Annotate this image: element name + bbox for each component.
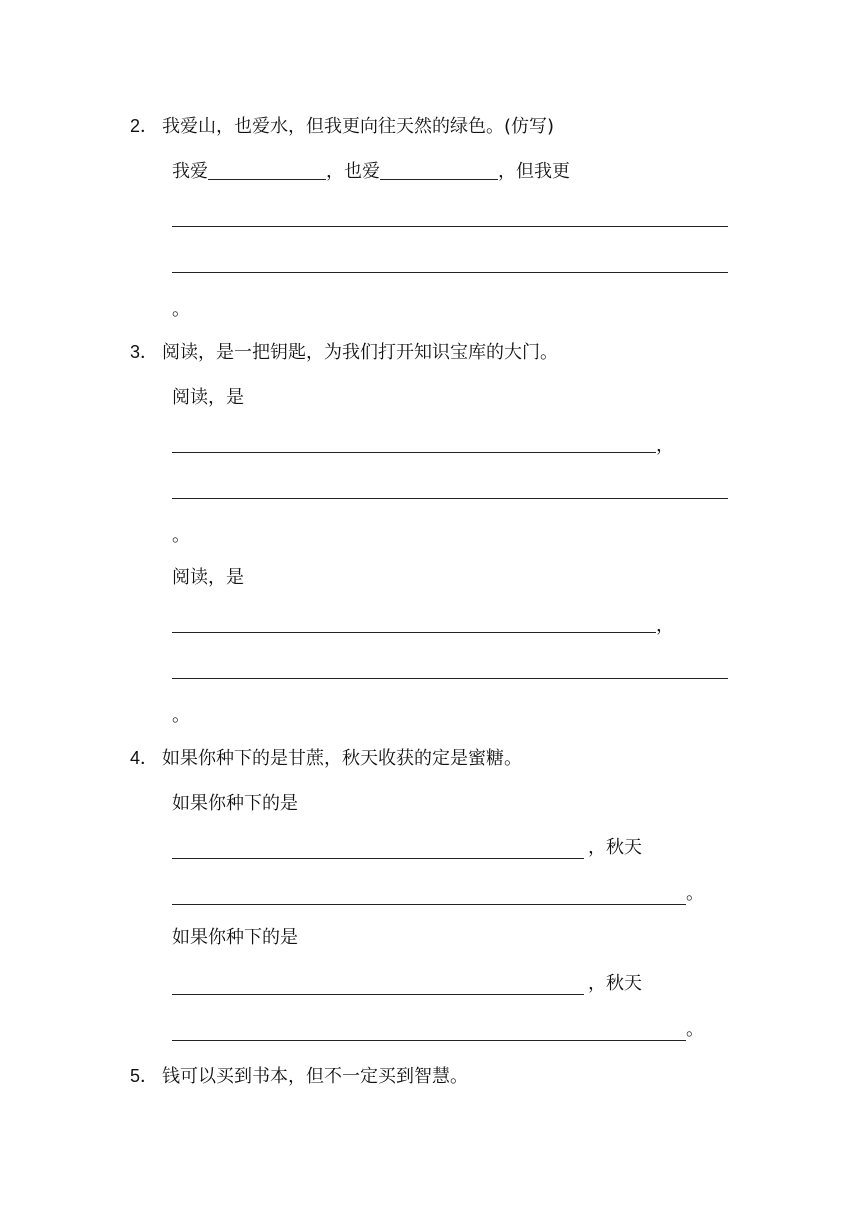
answer-blank[interactable] bbox=[172, 226, 728, 227]
question-5 bbox=[130, 1064, 468, 1089]
period-mark: 。 bbox=[686, 1019, 704, 1040]
answer-line-1 bbox=[172, 160, 570, 184]
prompt-text: 阅读，是 bbox=[172, 567, 244, 588]
answer-blank[interactable] bbox=[172, 452, 656, 453]
answer-blank[interactable] bbox=[380, 161, 498, 180]
comma-mark: ， bbox=[656, 615, 674, 636]
question-2 bbox=[130, 114, 554, 139]
question-3 bbox=[130, 340, 558, 365]
answer-blank[interactable] bbox=[172, 904, 686, 905]
prompt-text: ，秋天 bbox=[588, 837, 642, 858]
answer-blank[interactable] bbox=[172, 272, 728, 273]
prompt-text: 阅读，是 bbox=[172, 387, 244, 408]
comma-mark: ， bbox=[656, 435, 674, 456]
question-number: 3． bbox=[130, 342, 159, 362]
answer-blank[interactable] bbox=[208, 161, 326, 180]
question-text: 我爱山，也爱水，但我更向往天然的绿色。(仿写) bbox=[162, 116, 555, 137]
answer-blank[interactable] bbox=[172, 994, 584, 995]
answer-blank[interactable] bbox=[172, 498, 728, 499]
question-number: 4． bbox=[130, 748, 159, 768]
answer-blank[interactable] bbox=[172, 1040, 686, 1041]
question-text: 如果你种下的是甘蔗，秋天收获的定是蜜糖。 bbox=[162, 748, 522, 769]
period-mark: 。 bbox=[172, 705, 190, 726]
prompt-text: 如果你种下的是 bbox=[172, 793, 298, 814]
period-mark: 。 bbox=[172, 299, 190, 320]
period-mark: 。 bbox=[686, 883, 704, 904]
answer-blank[interactable] bbox=[172, 678, 728, 679]
question-number: 2． bbox=[130, 116, 159, 136]
prompt-text: 如果你种下的是 bbox=[172, 927, 298, 948]
prompt-text: 我爱 bbox=[172, 161, 208, 182]
answer-blank[interactable] bbox=[172, 858, 584, 859]
question-text: 阅读，是一把钥匙，为我们打开知识宝库的大门。 bbox=[162, 342, 558, 363]
prompt-text: ，但我更 bbox=[498, 161, 570, 182]
question-number: 5． bbox=[130, 1066, 159, 1086]
answer-blank[interactable] bbox=[172, 632, 656, 633]
period-mark: 。 bbox=[172, 525, 190, 546]
question-4 bbox=[130, 746, 522, 771]
prompt-text: ，秋天 bbox=[588, 973, 642, 994]
question-text: 钱可以买到书本，但不一定买到智慧。 bbox=[162, 1066, 468, 1087]
prompt-text: ，也爱 bbox=[326, 161, 380, 182]
